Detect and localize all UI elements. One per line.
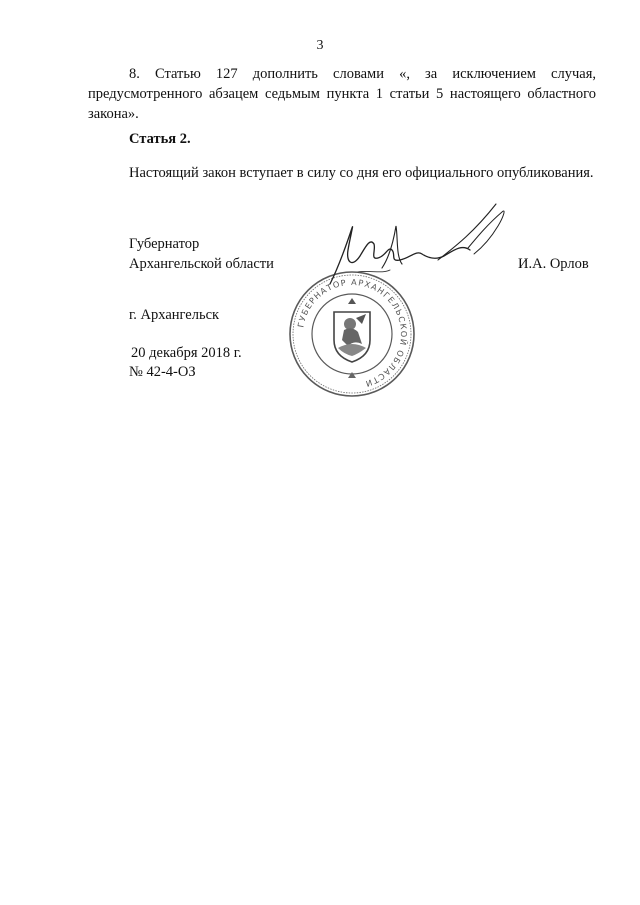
page-number: 3: [316, 38, 324, 53]
law-number: № 42-4-ОЗ: [129, 364, 196, 380]
coat-of-arms-icon: [334, 298, 370, 362]
handwritten-signature-icon: [318, 198, 518, 298]
article-heading: Статья 2.: [129, 131, 191, 147]
paragraph-article-2: Настоящий закон вступает в силу со дня его официального опубликования.: [129, 165, 594, 181]
signatory-name: И.А. Орлов: [518, 256, 589, 272]
signatory-position-line-1: Губернатор: [129, 236, 200, 252]
signatory-position-line-2: Архангельской области: [129, 256, 274, 272]
paragraph-amendment-8: 8. Статью 127 дополнить словами «, за исключением случая, предусмотренного абзацем седьмым пункта 1 статьи 5 настоящего областного закона».: [88, 66, 596, 122]
seal-ring-text: ГУБЕРНАТОР АРХАНГЕЛЬСКОЙ ОБЛАСТИ: [295, 276, 410, 390]
place-of-signing: г. Архангельск: [129, 307, 220, 323]
signing-date: 20 декабря 2018 г.: [131, 345, 242, 361]
